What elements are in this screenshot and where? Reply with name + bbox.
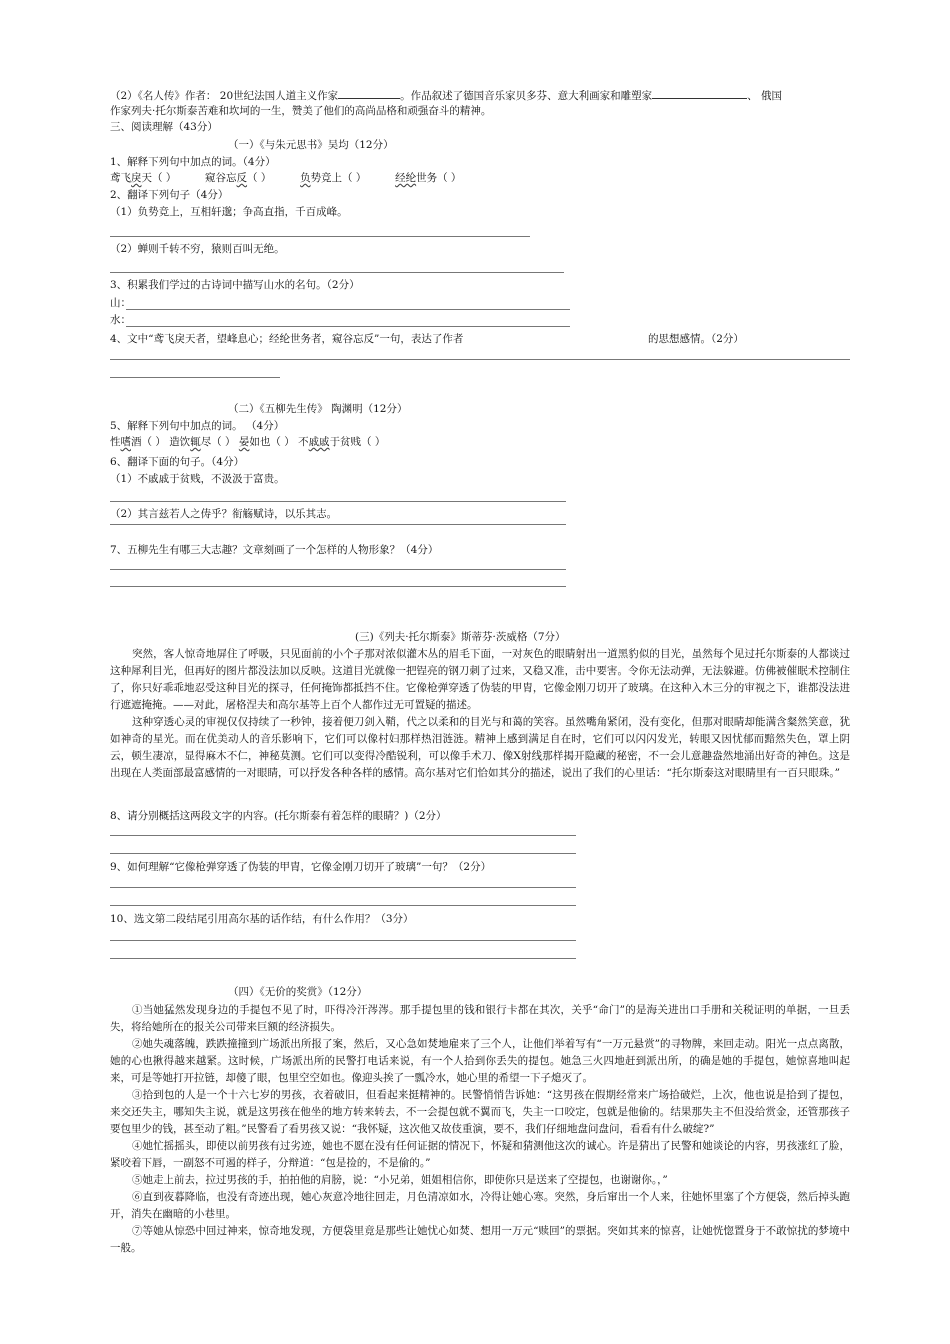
word-item: 性嗜酒（ ） — [110, 436, 166, 448]
passage-body — [110, 1002, 850, 1257]
answer-line[interactable] — [110, 377, 280, 378]
answer-line[interactable] — [110, 835, 576, 836]
answer-blank[interactable] — [652, 88, 747, 99]
answer-line[interactable] — [110, 853, 576, 854]
sentence-2: （2）蝉则千转不穷，猿则百叫无绝。 — [110, 243, 285, 255]
question-1-items — [110, 171, 461, 185]
passage-title: （二）《五柳先生传》 陶渊明（12分） — [228, 403, 408, 415]
word-item: 经纶世务（ ） — [395, 172, 462, 184]
word-item: 晏如也（ ） — [238, 436, 295, 448]
answer-line[interactable] — [110, 586, 566, 587]
question-text: （2）《名人传》作者： 20世纪法国人道主义作家 — [110, 90, 339, 102]
paragraph: ⑤她走上前去，拉过男孩的手，拍拍他的肩膀，说：“小兄弟，姐姐相信你，即使你只是送来了空提包，也谢谢你。，” — [132, 1174, 668, 1186]
question-5-items — [110, 435, 385, 449]
question-mingrenzhuan — [110, 88, 782, 103]
answer-line[interactable] — [110, 958, 576, 959]
sentence-1: （1）不戚戚于贫贱，不汲汲于富贵。 — [110, 473, 285, 485]
paragraph: ①当她猛然发现身边的手提包不见了时，吓得冷汗涔涔。那手提包里的钱和银行卡都在其次，关乎“命门”的是海关进出口手册和关税证明的单据，一旦丢失，将给她所在的报关公司带来巨额的经济损失。 — [110, 1004, 850, 1033]
question-2: 2、翻译下列句子（4分） — [110, 189, 229, 201]
section-title: 三、阅读理解（43分） — [110, 121, 218, 133]
sentence-2: （2）其言兹若人之俦乎？衔觞赋诗，以乐其志。 — [110, 508, 338, 520]
label-shan: 山： — [110, 297, 131, 309]
answer-line[interactable] — [110, 359, 850, 360]
answer-line[interactable] — [110, 272, 564, 273]
paragraph: ③拾到包的人是一个十六七岁的男孩，衣着破旧，但看起来挺精神的。民警悄悄告诉她：“这男孩在假期经常来广场拾破烂，上次，他也说是拾到了提包，来交还失主，哪知失主说，就是这男孩在他坐的地方转来转去，不一会提包就不翼而飞，失主一口咬定，包就是他偷的。结果那失主不但没给赏金，还管那孩子要包里少的钱，甚至动了粗。”民警看了看男孩又说：“我怀疑，这次他又故伎重演，要不，我们仔细地盘问盘问，看看有什么破绽?” — [110, 1089, 850, 1135]
answer-line[interactable] — [110, 940, 576, 941]
word-item: 窥谷忘反（ ） — [205, 172, 272, 184]
question-4-a: 4、文中“鸢飞戾天者，望峰息心；经纶世务者，窥谷忘反”一句，表达了作者 — [110, 333, 464, 345]
paragraph: ④她忙摇摇头，即使以前男孩有过劣迹，她也不愿在没有任何证据的情况下，怀疑和猜测他这次的诚心。许是猜出了民警和她谈论的内容，男孩涨红了脸，紧咬着下唇，一副怒不可遏的样子，分辩道：“包是捡的，不是偷的。” — [110, 1140, 850, 1169]
question-7: 7、五柳先生有哪三大志趣？文章刻画了一个怎样的人物形象？（4分） — [110, 544, 439, 556]
answer-line[interactable] — [126, 309, 570, 310]
question-5: 5、解释下列句中加点的词。 （4分） — [110, 420, 285, 432]
paragraph: ②她失魂落魄，跌跌撞撞到广场派出所报了案，然后，又心急如焚地雇来了三个人，让他们举着写有“一万元悬赏”的寻物牌，来回走动。阳光一点点离散，她的心也揪得越来越紧。这时候，广场派出所的民警打电话来说，有一个人拾到你丢失的提包。她急三火四地赶到派出所，的确是她的手提包，她惊喜地叫起来，可是等她打开拉链，却傻了眼，包里空空如也。像迎头挨了一瓢冷水，她心里的希望一下子熄灭了。 — [110, 1038, 850, 1084]
word-item: 造饮辄尽（ ） — [169, 436, 236, 448]
question-3: 3、积累我们学过的古诗词中描写山水的名句。（2分） — [110, 279, 360, 291]
word-item: 鸢飞戾天（ ） — [110, 172, 177, 184]
paragraph: 这种穿透心灵的审视仅仅持续了一秒钟，接着便刀剑入鞘，代之以柔和的目光与和蔼的笑容。虽然嘴角紧闭，没有变化，但那对眼睛却能满含粲然笑意，犹如神奇的星光。而在优美动人的音乐影响下，它们可以像村妇那样热泪涟涟。精神上感到满足自在时，它们可以闪闪发光，转眼又因忧郁而黯然失色，罩上阴云，顿生凄凉，显得麻木不仁，神秘莫测。它们可以变得冷酷锐利，可以像手术刀、像X射线那样揭开隐藏的秘密，不一会儿意趣盎然地涌出好奇的神色。这是出现在人类面部最富感情的一对眼睛，可以抒发各种各样的感情。高尔基对它们恰如其分的描述，说出了我们的心里话：“托尔斯泰这对眼睛里有一百只眼珠。” — [110, 716, 850, 779]
word-item: 不戚戚于贫贱（ ） — [298, 436, 386, 448]
passage-body — [110, 646, 850, 782]
answer-line[interactable] — [110, 524, 566, 525]
answer-line[interactable] — [110, 569, 566, 570]
question-1: 1、解释下列句中加点的词。（4分） — [110, 156, 276, 168]
question-10: 10、选文第二段结尾引用高尔基的话作结，有什么作用？（3分） — [110, 913, 414, 925]
answer-line[interactable] — [110, 501, 566, 502]
answer-line[interactable] — [110, 905, 576, 906]
answer-blank[interactable] — [338, 88, 400, 99]
question-text-line2: 作家列夫·托尔斯泰苦难和坎坷的一生，赞美了他们的高尚品格和顽强奋斗的精神。 — [110, 105, 492, 117]
paragraph: ⑥直到夜暮降临，也没有奇迹出现，她心灰意冷地往回走，月色清凉如水，冷得让她心寒。突然，身后窜出一个人来，往她怀里塞了个方便袋，然后掉头跑开，消失在幽暗的小巷里。 — [110, 1191, 850, 1220]
paragraph: ⑦等她从惊恐中回过神来，惊奇地发现，方便袋里竟是那些让她忧心如焚、想用一万元“赎回”的票据。突如其来的惊喜，让她恍惚置身于不敢惊扰的梦境中一般。 — [110, 1225, 850, 1254]
passage-title: （一）《与朱元思书》吴均（12分） — [228, 139, 394, 151]
passage-title: (三)《列夫·托尔斯泰》斯蒂芬·茨威格（7分） — [355, 631, 566, 643]
label-shui: 水： — [110, 314, 131, 326]
word-item: 负势竞上（ ） — [300, 172, 367, 184]
question-text: 、 俄国 — [747, 90, 782, 102]
sentence-1: （1）负势竞上，互相轩邈；争高直指，千百成峰。 — [110, 206, 348, 218]
answer-line[interactable] — [126, 326, 570, 327]
question-9: 9、如何理解“它像枪弹穿透了伪装的甲胄，它像金刚刀切开了玻璃”一句？（2分） — [110, 861, 492, 873]
paragraph: 突然，客人惊奇地屏住了呼吸，只见面前的小个子那对浓似灌木丛的眉毛下面，一对灰色的眼睛射出一道黑豹似的目光，虽然每个见过托尔斯泰的人都谈过这种犀利目光，但再好的图片都没法加以反映。这道目光就像一把锃亮的钢刀刺了过来，又稳又准，击中要害。令你无法动弹，无法躲避。仿佛被催眠术控制住了，你只好乖乖地忍受这种目光的探寻，任何掩饰都抵挡不住。它像枪弹穿透了伪装的甲胄，它像金刚刀切开了玻璃。在这种入木三分的审视之下，谁都没法进行遮遮掩掩。——对此，屠格涅夫和高尔基等上百个人都作过无可置疑的描述。 — [110, 648, 850, 711]
question-text: 。作品叙述了德国音乐家贝多芬、意大利画家和雕塑家 — [400, 90, 653, 102]
answer-line[interactable] — [110, 887, 576, 888]
question-6: 6、翻译下面的句子。（4分） — [110, 456, 245, 468]
question-4-b: 的思想感情。（2分） — [648, 333, 744, 345]
question-8: 8、请分别概括这两段文字的内容。(托尔斯泰有着怎样的眼睛？)（2分） — [110, 810, 447, 822]
answer-line[interactable] — [110, 236, 530, 237]
passage-title: （四）《无价的奖赏》（12分） — [228, 986, 368, 998]
